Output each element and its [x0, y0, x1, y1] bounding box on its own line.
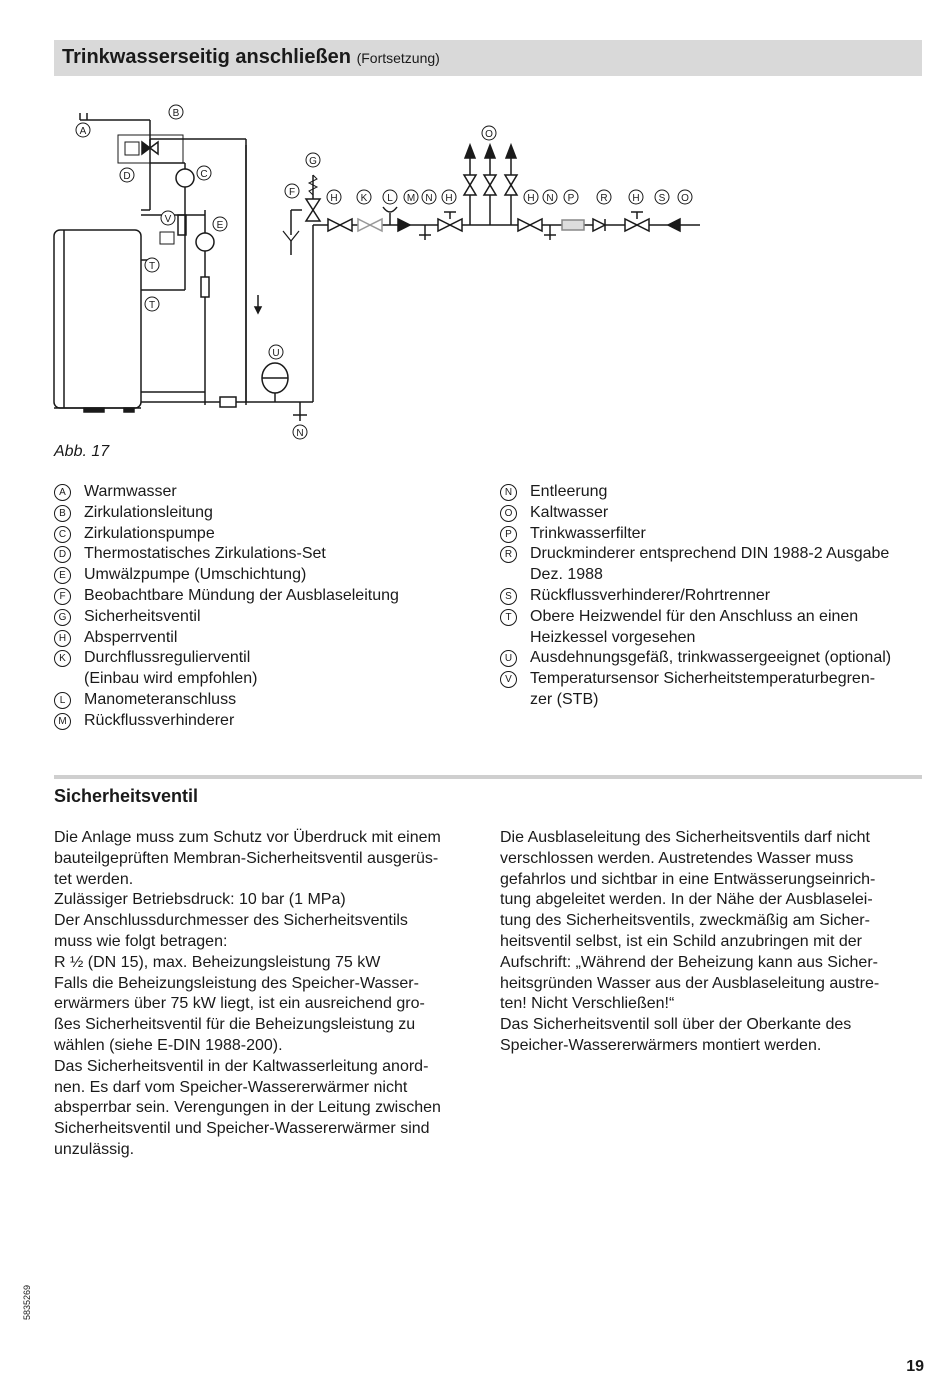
legend-text: Druckminderer entsprechend DIN 1988-2 Ausgabe: [530, 545, 890, 563]
label-H2: [442, 190, 456, 204]
text-line: nen. Es darf vom Speicher-Wassererwärmer nicht: [54, 1078, 408, 1096]
label-L: [383, 190, 397, 204]
legend-text: Heizkessel vorgesehen: [530, 628, 696, 646]
hot-water-pipe: [80, 113, 150, 210]
legend-text: Trinkwasserfilter: [530, 524, 646, 542]
legend-text: Manometeranschluss: [84, 690, 237, 708]
label-H1: [327, 190, 341, 204]
legend-key-badge: H: [54, 630, 71, 647]
svg-text:N: N: [425, 193, 433, 204]
legend-item: [500, 669, 930, 690]
water-tank: [54, 230, 141, 412]
svg-text:K: K: [360, 193, 368, 204]
legend-key-badge: O: [500, 505, 517, 522]
legend-text: (Einbau wird empfohlen): [84, 670, 258, 688]
legend-item-continuation: [500, 690, 930, 711]
text-line: tet werden.: [54, 870, 134, 888]
label-K: [357, 190, 371, 204]
document-code: 5835269: [22, 1284, 32, 1320]
label-V: [161, 211, 175, 225]
legend-text: Durchflussregulierventil: [84, 649, 251, 667]
legend-item: [500, 524, 930, 545]
text-line: Zulässiger Betriebsdruck: 10 bar (1 MPa): [54, 891, 346, 909]
legend-text: Entleerung: [530, 483, 608, 500]
label-R: [597, 190, 611, 204]
title-text: Trinkwasserseitig anschließen: [62, 46, 352, 68]
legend-text: Temperatursensor Sicherheitstemperaturbegren-: [530, 670, 876, 688]
legend-key-badge: B: [54, 505, 71, 522]
text-line: muss wie folgt betragen:: [54, 932, 228, 950]
svg-text:O: O: [681, 193, 689, 204]
legend-text: Beobachtbare Mündung der Ausblaseleitung: [84, 586, 399, 604]
svg-text:H: H: [527, 193, 535, 204]
label-M: [404, 190, 418, 204]
header-bar: [54, 40, 922, 76]
svg-text:B: B: [172, 108, 180, 119]
label-C: [197, 166, 211, 180]
body-column-right: [500, 828, 925, 1057]
legend-key-badge: G: [54, 609, 71, 626]
svg-text:V: V: [164, 214, 172, 225]
label-B: [169, 105, 183, 119]
section-heading: Sicherheitsventil: [54, 786, 199, 806]
label-A: [76, 123, 90, 137]
text-line: R ½ (DN 15), max. Beheizungsleistung 75 kW: [54, 953, 381, 971]
legend-key-badge: R: [500, 546, 517, 563]
legend-key-badge: N: [500, 484, 517, 501]
svg-text:L: L: [387, 193, 393, 204]
text-line: unzulässig.: [54, 1140, 135, 1158]
legend-text: Thermostatisches Zirkulations-Set: [84, 545, 326, 563]
svg-text:G: G: [309, 156, 317, 167]
label-U: [269, 345, 283, 359]
text-line: tung des Sicherheitsventils, zweckmäßig am Sicher-: [500, 912, 870, 930]
text-line: ten! Nicht Verschließen!“: [500, 995, 675, 1013]
label-N1: [422, 190, 436, 204]
text-line: Speicher-Wassererwärmers montiert werden.: [500, 1036, 822, 1054]
svg-text:D: D: [123, 171, 131, 182]
legend-right: [500, 482, 930, 711]
label-H3: [524, 190, 538, 204]
svg-text:U: U: [272, 348, 280, 359]
legend-text: Rückflussverhinderer/Rohrtrenner: [530, 586, 771, 604]
svg-text:T: T: [148, 300, 156, 311]
legend-item: [54, 690, 474, 711]
legend-item-continuation: [54, 669, 474, 690]
svg-text:T: T: [148, 261, 156, 272]
label-O: [482, 126, 496, 140]
legend-text: Obere Heizwendel für den Anschluss an einen: [530, 607, 859, 625]
legend-item: [54, 628, 474, 649]
label-O2: [678, 190, 692, 204]
svg-text:P: P: [567, 193, 575, 204]
legend-key-badge: M: [54, 713, 71, 730]
legend-text: Dez. 1988: [530, 566, 603, 584]
diagram-labels: [76, 105, 692, 439]
expansion-vessel: [262, 363, 288, 402]
legend-item-continuation: [500, 628, 930, 649]
text-line: gefahrlos und sichtbar in eine Entwässerungseinrich-: [500, 870, 876, 888]
legend-item: [500, 648, 930, 669]
text-line: heitsventil selbst, ist ein Schild anzubringen mit der: [500, 932, 862, 950]
label-G: [306, 153, 320, 167]
legend-item-continuation: [500, 565, 930, 586]
figure-caption: Abb. 17: [54, 443, 110, 460]
legend-item: [500, 482, 930, 503]
legend-item: [500, 503, 930, 524]
legend-key-badge: A: [54, 484, 71, 501]
svg-text:F: F: [288, 187, 296, 198]
legend-item: [54, 565, 474, 586]
page-title: [62, 46, 440, 69]
legend-text: Sicherheitsventil: [84, 607, 201, 625]
label-N2: [543, 190, 557, 204]
svg-text:A: A: [79, 126, 87, 137]
label-H4: [629, 190, 643, 204]
text-line: Sicherheitsventil und Speicher-Wassererwärmer sind: [54, 1120, 430, 1138]
svg-text:E: E: [216, 220, 224, 231]
legend-key-badge: S: [500, 588, 517, 605]
legend-key-badge: L: [54, 692, 71, 709]
svg-text:O: O: [485, 129, 493, 140]
text-line: Die Anlage muss zum Schutz vor Überdruck mit einem: [54, 829, 441, 846]
legend-item: [54, 648, 474, 669]
label-N-bottom: [293, 425, 307, 439]
text-line: tung abgeleitet werden. In der Nähe der Ausblaselei-: [500, 891, 873, 909]
svg-text:N: N: [546, 193, 554, 204]
text-line: erwärmers über 75 kW liegt, ist ein ausreichend gro-: [54, 995, 425, 1013]
legend-key-badge: C: [54, 526, 71, 543]
text-line: Aufschrift: „Während der Beheizung kann aus Sicher-: [500, 953, 878, 971]
legend-item: [54, 524, 474, 545]
legend-text: Ausdehnungsgefäß, trinkwassergeeignet (optional): [530, 649, 892, 667]
text-line: wählen (siehe E-DIN 1988-200).: [54, 1036, 283, 1054]
label-E: [213, 217, 227, 231]
legend-key-badge: F: [54, 588, 71, 605]
svg-text:R: R: [600, 193, 608, 204]
legend-key-badge: E: [54, 567, 71, 584]
text-line: verschlossen werden. Austretendes Wasser muss: [500, 849, 854, 867]
page-number: 19: [906, 1358, 924, 1375]
legend-text: Absperrventil: [84, 628, 178, 646]
text-line: Falls die Beheizungsleistung des Speicher-Wasser-: [54, 974, 419, 992]
legend-key-badge: T: [500, 609, 517, 626]
label-T2: [145, 297, 159, 311]
legend-text: zer (STB): [530, 690, 599, 708]
body-column-left: [54, 828, 479, 1161]
label-F: [285, 184, 299, 198]
label-D: [120, 168, 134, 182]
text-line: Das Sicherheitsventil in der Kaltwasserleitung anord-: [54, 1057, 429, 1075]
svg-text:H: H: [632, 193, 640, 204]
text-line: heitsgründen Wasser aus der Ausblaseleitung austre-: [500, 974, 880, 992]
legend-item: [54, 544, 474, 565]
svg-text:S: S: [658, 193, 666, 204]
legend-text: Rückflussverhinderer: [84, 711, 235, 729]
legend-text: Kaltwasser: [530, 503, 609, 521]
svg-text:H: H: [445, 193, 453, 204]
label-T1: [145, 258, 159, 272]
legend-left: [54, 482, 474, 732]
svg-text:N: N: [296, 428, 304, 439]
legend-item: [500, 607, 930, 628]
text-line: Der Anschlussdurchmesser des Sicherheitsventils: [54, 912, 408, 930]
legend-text: Zirkulationsleitung: [84, 503, 213, 521]
label-P: [564, 190, 578, 204]
legend-text: Zirkulationspumpe: [84, 524, 215, 542]
legend-key-badge: K: [54, 650, 71, 667]
svg-text:C: C: [200, 169, 208, 180]
section-divider: [54, 775, 922, 779]
legend-key-badge: V: [500, 671, 517, 688]
svg-text:H: H: [330, 193, 338, 204]
legend-key-badge: U: [500, 650, 517, 667]
legend-item: [500, 544, 930, 565]
legend-item: [54, 586, 474, 607]
text-line: ßes Sicherheitsventil für die Beheizungsleistung zu: [54, 1016, 416, 1034]
svg-text:M: M: [406, 193, 416, 204]
text-line: Das Sicherheitsventil soll über der Oberkante des: [500, 1016, 852, 1034]
text-line: Die Ausblaseleitung des Sicherheitsventils darf nicht: [500, 829, 870, 846]
text-line: bauteilgeprüften Membran-Sicherheitsventil ausgerüs-: [54, 849, 439, 867]
legend-item: [500, 586, 930, 607]
legend-text: Umwälzpumpe (Umschichtung): [84, 566, 307, 584]
legend-item: [54, 607, 474, 628]
legend-key-badge: D: [54, 546, 71, 563]
plumbing-diagram: [40, 95, 710, 445]
title-subtitle: (Fortsetzung): [356, 50, 440, 66]
legend-item: [54, 482, 474, 503]
legend-item: [54, 503, 474, 524]
legend-key-badge: P: [500, 526, 517, 543]
legend-item: [54, 711, 474, 732]
text-line: absperrbar sein. Verengungen in der Leitung zwischen: [54, 1099, 441, 1117]
label-S: [655, 190, 669, 204]
legend-text: Warmwasser: [84, 483, 177, 500]
